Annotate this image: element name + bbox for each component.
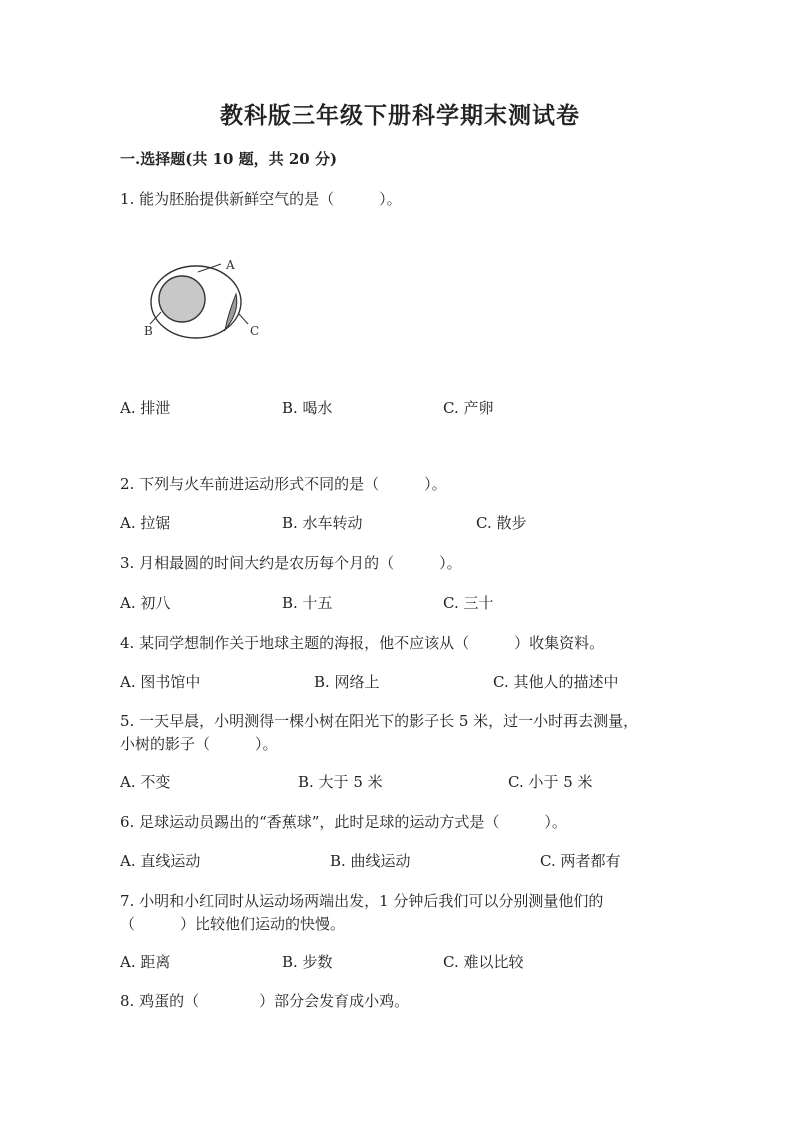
question-8-text: 8. 鸡蛋的（ ）部分会发育成小鸡。 xyxy=(120,992,410,1010)
q7-option-b: B. 步数 xyxy=(282,953,333,971)
section-heading: 一.选择题(共 10 题，共 20 分) xyxy=(120,150,338,168)
q5-option-b: B. 大于 5 米 xyxy=(298,773,383,791)
q1-option-b: B. 喝水 xyxy=(282,399,333,417)
q5-option-a: A. 不变 xyxy=(120,773,171,791)
q5-option-c: C. 小于 5 米 xyxy=(508,773,593,791)
question-5-text: 5. 一天早晨，小明测得一棵小树在阳光下的影子长 5 米，过一小时再去测量， xyxy=(120,712,639,730)
q4-option-b: B. 网络上 xyxy=(314,673,380,691)
q2-option-a: A. 拉锯 xyxy=(120,514,171,532)
label-c: C xyxy=(250,324,260,338)
q7-option-a: A. 距离 xyxy=(120,953,171,971)
q3-option-a: A. 初八 xyxy=(120,594,171,612)
q1-option-c: C. 产卵 xyxy=(443,399,494,417)
q1-option-a: A. 排泄 xyxy=(120,399,171,417)
question-5-text-line2: 小树的影子（ ）。 xyxy=(120,735,278,753)
q4-option-a: A. 图书馆中 xyxy=(120,673,201,691)
question-7-text: 7. 小明和小红同时从运动场两端出发，1 分钟后我们可以分别测量他们的 xyxy=(120,892,604,910)
question-7-text-line2: （ ）比较他们运动的快慢。 xyxy=(120,915,346,933)
q7-option-c: C. 难以比较 xyxy=(443,953,524,971)
q6-option-b: B. 曲线运动 xyxy=(330,852,411,870)
q2-option-b: B. 水车转动 xyxy=(282,514,363,532)
q6-option-c: C. 两者都有 xyxy=(540,852,621,870)
label-b: B xyxy=(144,324,153,338)
question-3-text: 3. 月相最圆的时间大约是农历每个月的（ ）。 xyxy=(120,554,462,572)
question-2-text: 2. 下列与火车前进运动形式不同的是（ ）。 xyxy=(120,475,447,493)
q2-option-c: C. 散步 xyxy=(476,514,527,532)
question-4-text: 4. 某同学想制作关于地球主题的海报，他不应该从（ ）收集资料。 xyxy=(120,634,605,652)
label-a: A xyxy=(226,258,235,272)
q6-option-a: A. 直线运动 xyxy=(120,852,201,870)
page-title: 教科版三年级下册科学期末测试卷 xyxy=(220,102,580,129)
question-6-text: 6. 足球运动员踢出的“香蕉球”，此时足球的运动方式是（ ）。 xyxy=(120,813,567,831)
q3-option-c: C. 三十 xyxy=(443,594,494,612)
egg-diagram xyxy=(138,252,268,351)
q3-option-b: B. 十五 xyxy=(282,594,333,612)
question-1-text: 1. 能为胚胎提供新鲜空气的是（ ）。 xyxy=(120,190,402,208)
q4-option-c: C. 其他人的描述中 xyxy=(493,673,619,691)
